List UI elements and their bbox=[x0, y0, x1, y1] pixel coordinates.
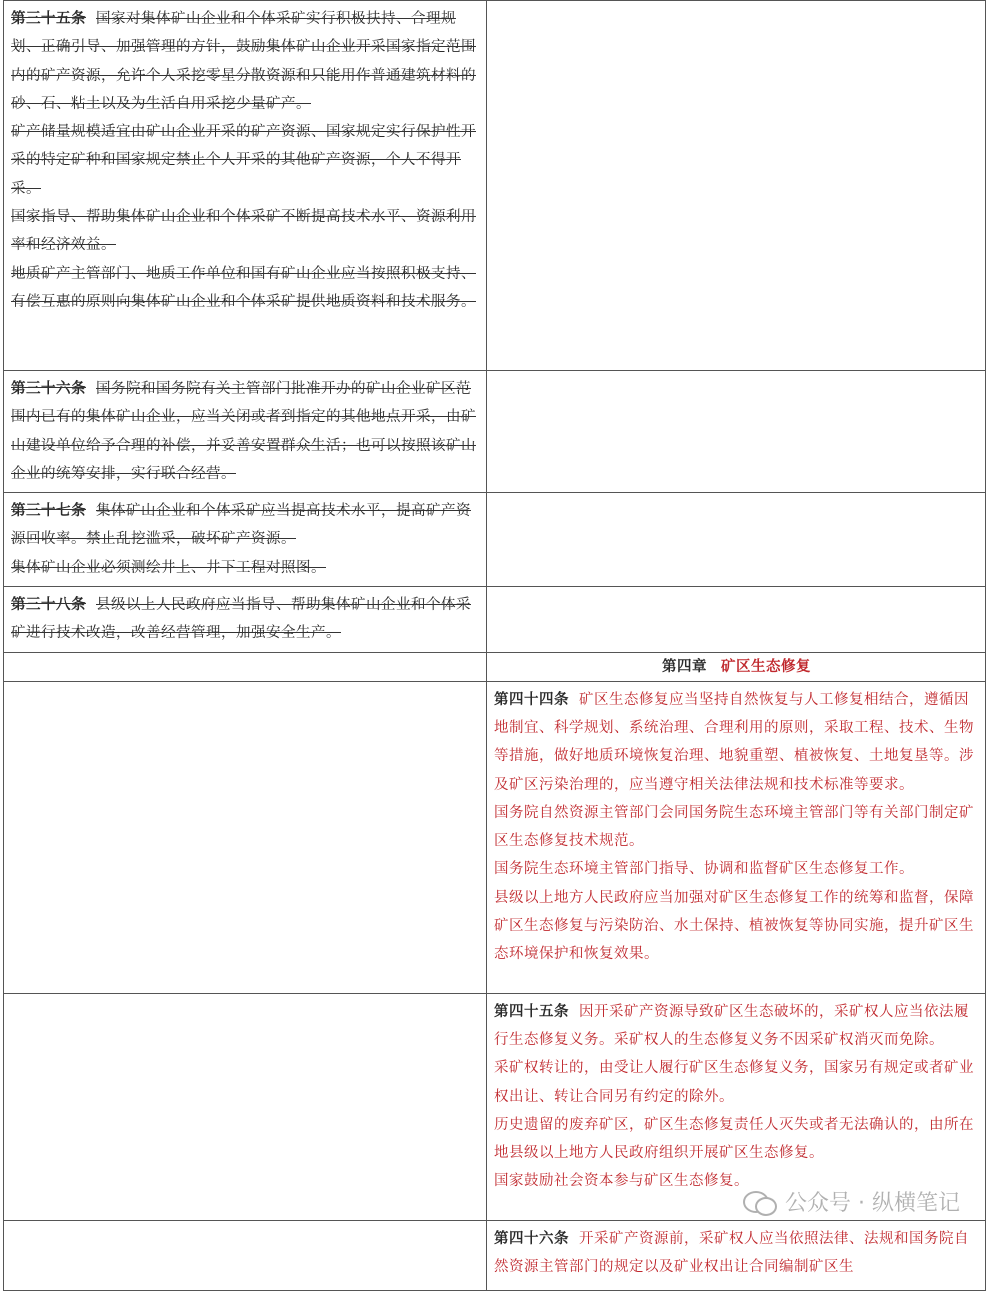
old-article-35-para-1: 第三十五条 国家对集体矿山企业和个体采矿实行积极扶持、合理规划、正确引导、加强管理的方针，鼓励集体矿山企业开采国家指定范围内的矿产资源，允许个人采挖零星分散资源和只能用作普通建筑材料的砂、石、粘土以及为生活自用采挖少量矿产。 bbox=[11, 10, 476, 112]
old-article-37-para-2: 集体矿山企业必须测绘井上、井下工程对照图。 bbox=[11, 559, 326, 576]
table-row bbox=[4, 371, 986, 493]
new-article-45-para-4: 国家鼓励社会资本参与矿区生态修复。 bbox=[494, 1173, 749, 1190]
new-article-46-para-1: 第四十六条 开采矿产资源前，采矿权人应当依照法律、法规和国务院自然资源主管部门的规定以及矿业权出让合同编制矿区生 bbox=[494, 1229, 969, 1275]
old-article-37-cell bbox=[4, 493, 487, 587]
old-article-36-para-1: 第三十六条 国务院和国务院有关主管部门批准开办的矿山企业矿区范围内已有的集体矿山企业，应当关闭或者到指定的其他地点开采，由矿山建设单位给予合理的补偿，并妥善安置群众生活；也可以按照该矿山企业的统筹安排，实行联合经营。 bbox=[11, 380, 476, 482]
empty-cell bbox=[487, 371, 986, 493]
new-article-44-cell bbox=[487, 681, 986, 993]
empty-cell bbox=[4, 993, 487, 1220]
old-article-35-para-3: 国家指导、帮助集体矿山企业和个体采矿不断提高技术水平、资源利用率和经济效益。 bbox=[11, 209, 476, 254]
watermark bbox=[743, 1186, 960, 1217]
old-article-35-para-2: 矿产储量规模适宜由矿山企业开采的矿产资源、国家规定实行保护性开采的特定矿种和国家规定禁止个人开采的其他矿产资源，个人不得开采。 bbox=[11, 124, 476, 197]
table-row bbox=[4, 1, 986, 371]
article-number: 第三十六条 bbox=[11, 380, 86, 397]
empty-cell bbox=[4, 652, 487, 681]
new-article-45-para-3: 历史遗留的废弃矿区，矿区生态修复责任人灭失或者无法确认的，由所在地县级以上地方人民政府组织开展矿区生态修复。 bbox=[494, 1116, 974, 1162]
new-article-44-para-3: 国务院生态环境主管部门指导、协调和监督矿区生态修复工作。 bbox=[494, 861, 914, 878]
old-article-35-cell bbox=[4, 1, 487, 371]
empty-cell bbox=[4, 681, 487, 993]
comparison-page bbox=[3, 0, 985, 1291]
new-article-46-cell bbox=[487, 1220, 986, 1290]
article-number: 第三十五条 bbox=[11, 10, 86, 27]
new-article-44-para-1: 第四十四条 矿区生态修复应当坚持自然恢复与人工修复相结合，遵循因地制宜、科学规划、系统治理、合理利用的原则，采取工程、技术、生物等措施，做好地质环境恢复治理、地貌重塑、植被恢复、土地复垦等。涉及矿区污染治理的，应当遵守相关法律法规和技术标准等要求。 bbox=[494, 690, 974, 793]
table-row bbox=[4, 587, 986, 653]
new-article-45-para-1: 第四十五条 因开采矿产资源导致矿区生态破坏的，采矿权人应当依法履行生态修复义务。采矿权人的生态修复义务不因采矿权消灭而免除。 bbox=[494, 1002, 969, 1048]
new-article-44-para-4: 县级以上地方人民政府应当加强对矿区生态修复工作的统筹和监督，保障矿区生态修复与污染防治、水土保持、植被恢复等协同实施，提升矿区生态环境保护和恢复效果。 bbox=[494, 889, 974, 963]
article-number: 第三十七条 bbox=[11, 502, 86, 520]
old-article-38-cell bbox=[4, 587, 487, 653]
article-number: 第四十四条 bbox=[494, 690, 569, 708]
table-row bbox=[4, 681, 986, 993]
table-row bbox=[4, 1220, 986, 1290]
law-comparison-table bbox=[3, 0, 986, 1291]
old-article-36-cell bbox=[4, 371, 487, 493]
empty-cell bbox=[487, 587, 986, 653]
article-number: 第三十八条 bbox=[11, 596, 86, 614]
table-row bbox=[4, 652, 986, 681]
wechat-icon bbox=[743, 1189, 777, 1215]
old-article-35-para-4: 地质矿产主管部门、地质工作单位和国有矿山企业应当按照积极支持、有偿互惠的原则向集体矿山企业和个体采矿提供地质资料和技术服务。 bbox=[11, 265, 476, 310]
empty-cell bbox=[487, 493, 986, 587]
watermark-text: 公众号 · 纵横笔记 bbox=[785, 1191, 960, 1216]
chapter-number: 第四章 bbox=[662, 657, 707, 675]
empty-cell bbox=[487, 1, 986, 371]
table-row bbox=[4, 493, 986, 587]
article-number: 第四十六条 bbox=[494, 1229, 569, 1247]
chapter-title: 矿区生态修复 bbox=[721, 657, 811, 675]
empty-cell bbox=[4, 1220, 487, 1290]
new-article-45-para-2: 采矿权转让的，由受让人履行矿区生态修复义务，国家另有规定或者矿业权出让、转让合同另有约定的除外。 bbox=[494, 1060, 974, 1105]
article-number: 第四十五条 bbox=[494, 1002, 569, 1020]
old-article-38-para-1: 第三十八条 县级以上人民政府应当指导、帮助集体矿山企业和个体采矿进行技术改造，改善经营管理，加强安全生产。 bbox=[11, 596, 471, 642]
chapter-heading bbox=[487, 652, 986, 681]
new-article-44-para-2: 国务院自然资源主管部门会同国务院生态环境主管部门等有关部门制定矿区生态修复技术规范。 bbox=[494, 804, 974, 850]
old-article-37-para-1: 第三十七条 集体矿山企业和个体采矿应当提高技术水平，提高矿产资源回收率。禁止乱挖滥采，破坏矿产资源。 bbox=[11, 502, 471, 548]
